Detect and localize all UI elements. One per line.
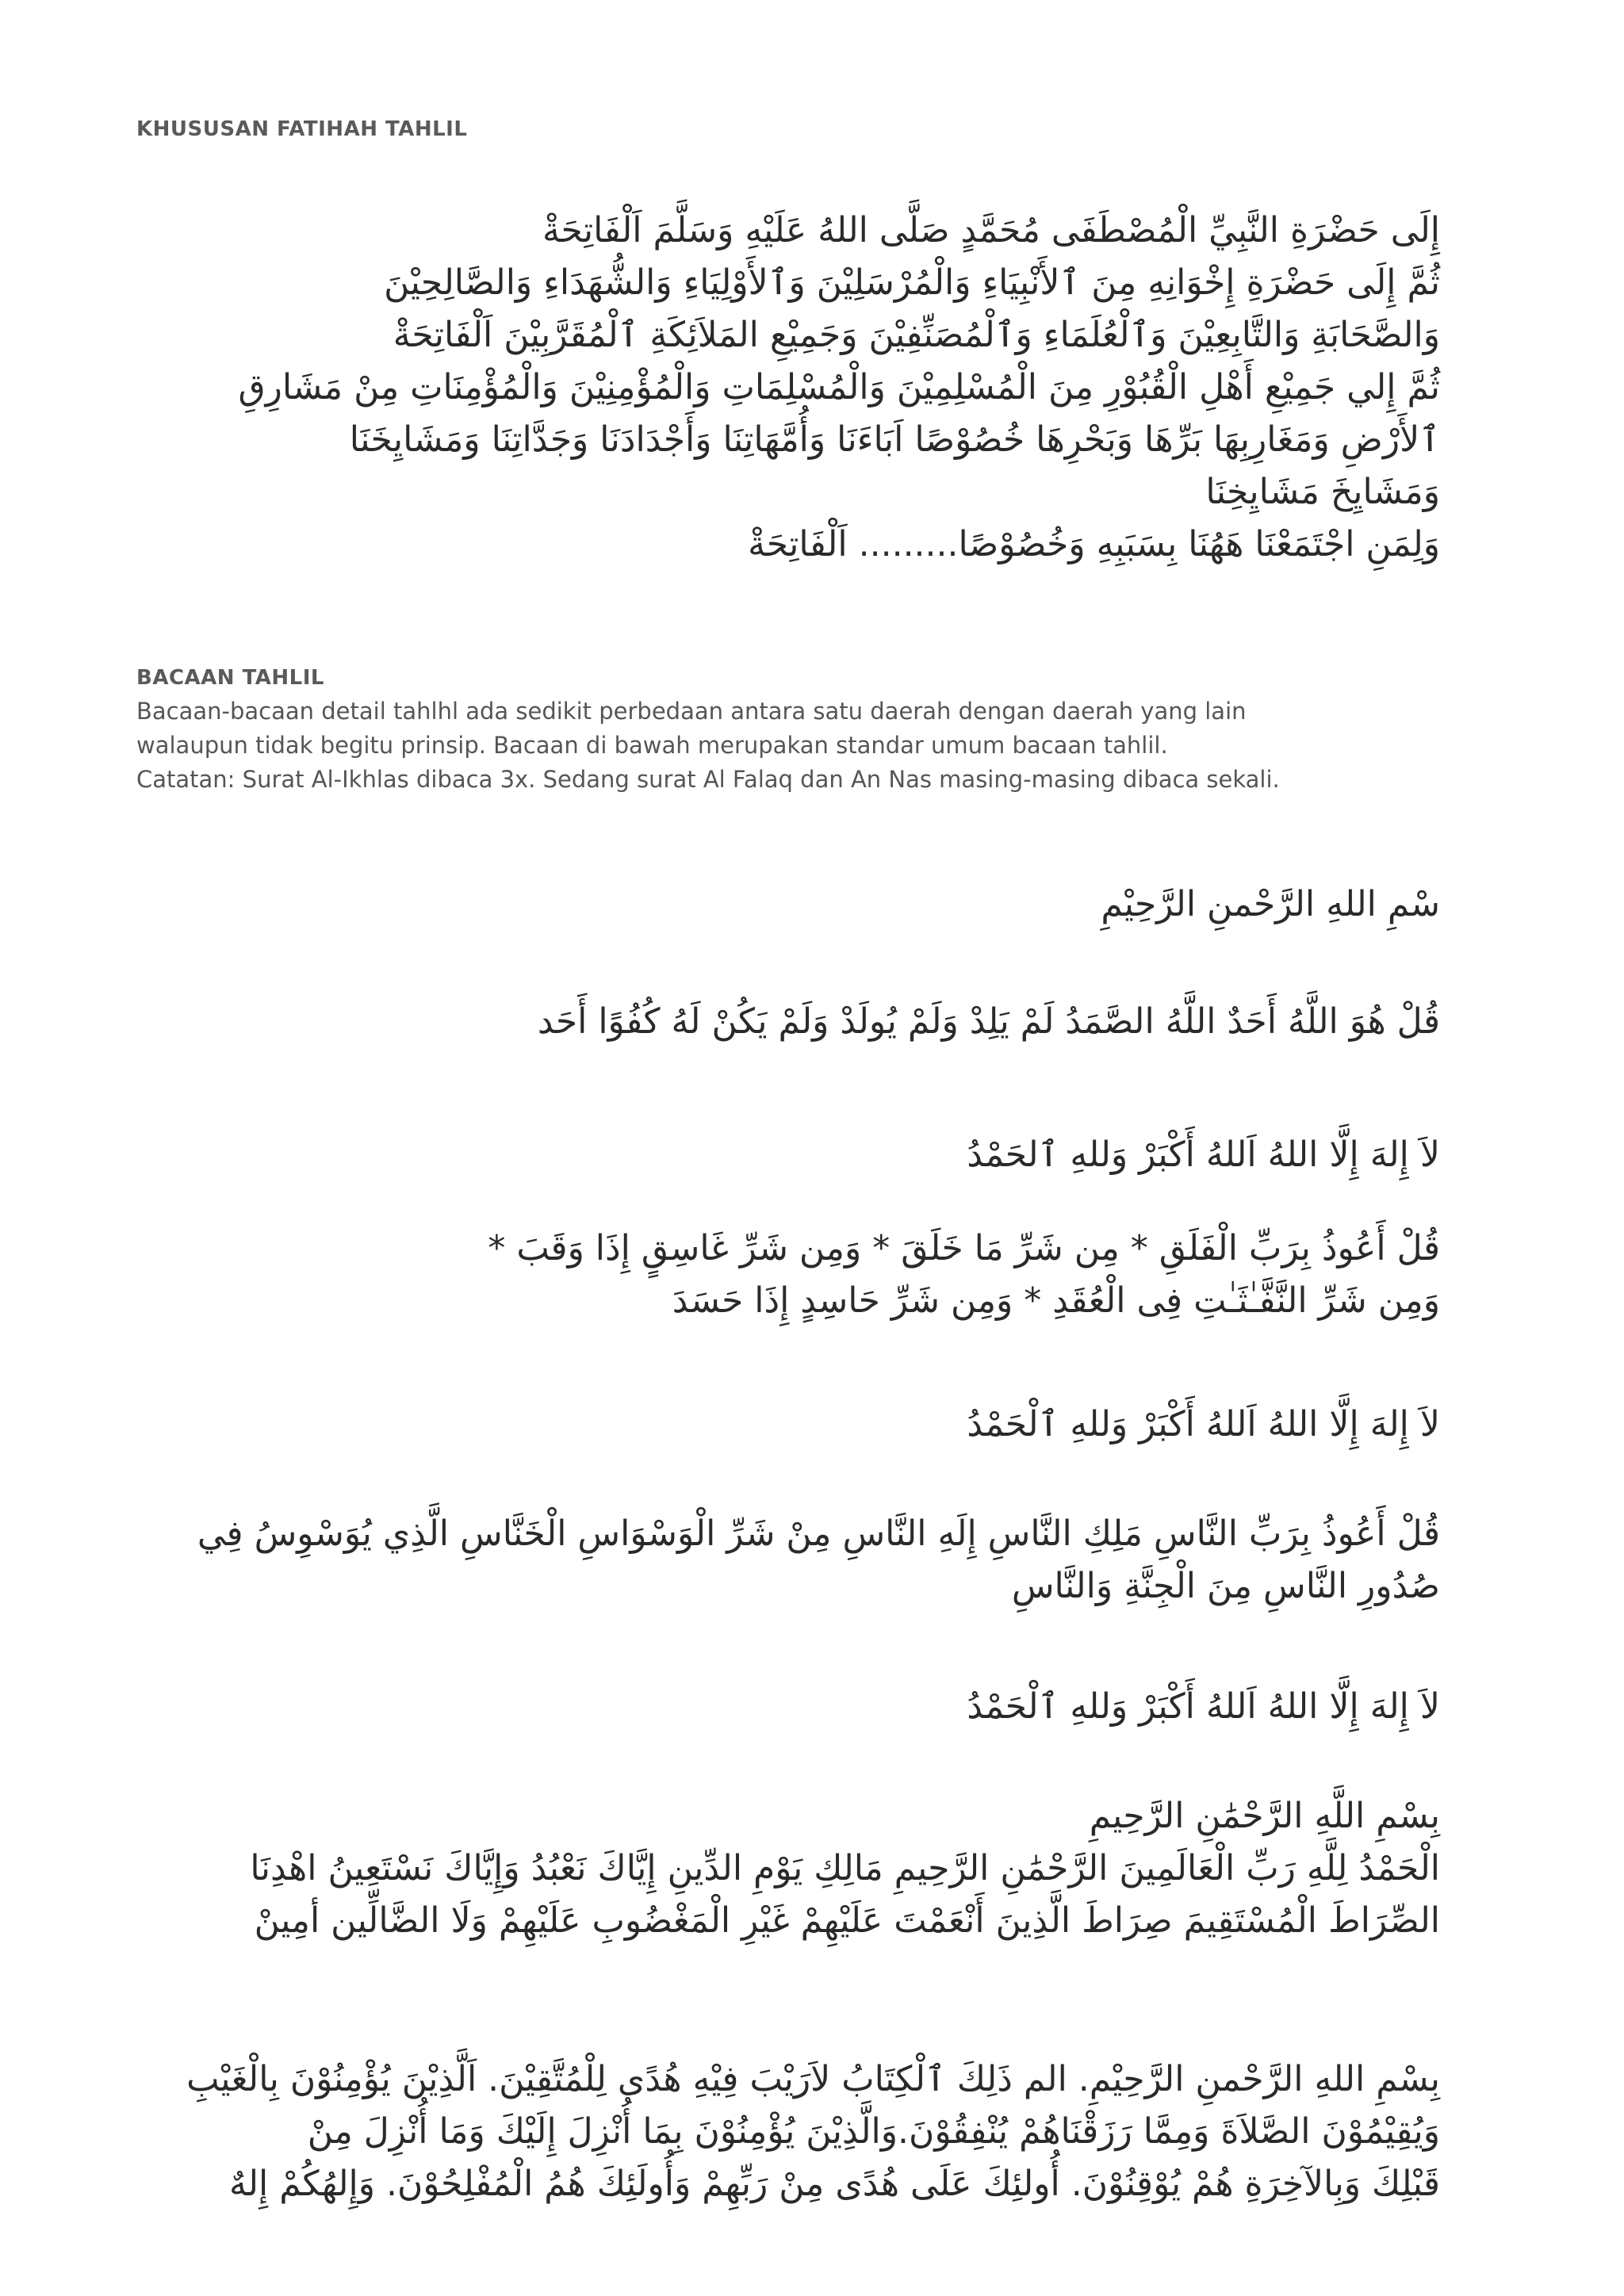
surah-al-ikhlas: قُلْ هُوَ اللَّهُ أَحَدٌ اللَّهُ الصَّمَدُ لَمْ يَلِدْ وَلَمْ يُولَدْ وَلَمْ يَكُنْ لَهُ كُفُوًا أَحَد xyxy=(537,1001,1440,1042)
arabic-line: قُلْ أَعُوذُ بِرَبِّ النَّاسِ مَلِكِ النَّاسِ إِلَهِ النَّاسِ مِنْ شَرِّ الْوَسْوَاسِ الْخَنَّاسِ الَّذِي يُوَسْوِسُ فِي xyxy=(197,1513,1440,1554)
arabic-line: إِلَى حَضْرَةِ النَّبِيِّ الْمُصْطَفَى مُحَمَّدٍ صَلَّى اللهُ عَلَيْهِ وَسَلَّمَ اَلْفَاتِحَةْ xyxy=(542,210,1440,251)
surah-al-baqarah-opening xyxy=(186,2053,1440,2210)
arabic-line: وَمَشَايِخَ مَشَايِخِنَا xyxy=(1205,472,1440,512)
tahlil-phrase: لاَ إِلهَ إِلَّا اللهُ اَللهُ أَكْبَرْ وَللهِ ٱلْحَمْدُ xyxy=(967,1404,1440,1445)
fatihah-dedication-block xyxy=(238,205,1440,571)
basmalah: سْمِ اللهِ الرَّحْمنِ الرَّحِيْمِ xyxy=(1101,884,1440,924)
surah-al-fatihah xyxy=(250,1790,1440,1947)
arabic-line: وَلِمَنِ اجْتَمَعْنَا هَهُنَا بِسَبَبِهِ وَخُصُوْصًا......... اَلْفَاتِحَةْ xyxy=(748,524,1440,564)
arabic-line: بِسْمِ اللَّهِ الرَّحْمَٰنِ الرَّحِيمِ xyxy=(1089,1796,1440,1836)
arabic-line: وَالصَّحَابَةِ وَالتَّابِعِيْنَ وَٱلْعُلَمَاءِ وَٱلْمُصَنِّفِيْنَ وَجَمِيْعِ المَلاَئِكَةِ ٱلْمُقَرَّبِيْنَ اَلْفَاتِحَةْ xyxy=(393,315,1440,355)
arabic-line: وَمِن شَرِّ النَّفَّـٰثَـٰتِ فِى الْعُقَدِ * وَمِن شَرِّ حَاسِدٍ إِذَا حَسَدَ xyxy=(672,1280,1440,1321)
arabic-line: ثُمَّ إِلي جَمِيْعِ أَهْلِ الْقُبُوْرِ مِنَ الْمُسْلِمِيْنَ وَالْمُسْلِمَاتِ وَالْمُؤْمِنِيْنَ وَالْمُؤْمِنَاتِ مِنْ مَشَارِقِ xyxy=(238,367,1440,408)
intro-line: Bacaan-bacaan detail tahlhl ada sedikit perbedaan antara satu daerah dengan daerah yang lain xyxy=(136,698,1247,725)
arabic-line: وَيُقِيْمُوْنَ الصَّلاَةَ وَمِمَّا رَزَقْنَاهُمْ يُنْفِقُوْنَ.وَالَّذِيْنَ يُؤْمِنُوْنَ بِمَا أُنْزِلَ إِلَيْكَ وَمَا أُنْزِلَ مِنْ xyxy=(307,2111,1440,2152)
tahlil-phrase: لاَ إِلهَ إِلَّا اللهُ اَللهُ أَكْبَرْ وَللهِ ٱلحَمْدُ xyxy=(967,1135,1440,1175)
surah-an-nas xyxy=(197,1508,1440,1613)
arabic-line: ثُمَّ إِلَى حَضْرَةِ إِخْوَانِهِ مِنَ ٱلأَنْبِيَاءِ وَالْمُرْسَلِيْنَ وَٱلأَوْلِيَاءِ وَالشُّهَدَاءِ وَالصَّالِحِيْنَ xyxy=(384,262,1440,303)
arabic-line: صُدُورِ النَّاسِ مِنَ الْجِنَّةِ وَالنَّاسِ xyxy=(1011,1566,1440,1606)
arabic-line: ٱلأَرْضِ وَمَغَارِبِهَا بَرِّهَا وَبَحْرِهَا خُصُوْصًا اَبَاءَنَا وَأُمَّهَاتِنَا وَأَجْدَادَنَا وَجَدَّاتِنَا وَمَشَايِخَنَا xyxy=(349,419,1440,460)
arabic-line: قُلْ أَعُوذُ بِرَبِّ الْفَلَقِ * مِن شَرِّ مَا خَلَقَ * وَمِن شَرِّ غَاسِقٍ إِذَا وَقَبَ * xyxy=(488,1228,1440,1269)
intro-line: Catatan: Surat Al-Ikhlas dibaca 3x. Sedang surat Al Falaq dan An Nas masing-masing dibaca sekali. xyxy=(136,766,1280,793)
arabic-line: قَبْلِكَ وَبِالآخِرَةِ هُمْ يُوْقِنُوْنَ. أُولئِكَ عَلَى هُدًى مِنْ رَبِّهِمْ وَأُولَئِكَ هُمُ الْمُفْلِحُوْنَ. وَإِلهُكُمْ إِلهٌ xyxy=(229,2164,1440,2204)
tahlil-intro-paragraph xyxy=(136,695,1484,797)
arabic-line: بِسْمِ اللهِ الرَّحْمنِ الرَّحِيْمِ. الم ذَلِكَ ٱلْكِتَابُ لاَرَيْبَ فِيْهِ هُدًى لِلْمُتَّقِيْنَ. اَلَّذِيْنَ يُؤْمِنُوْنَ بِالْغَيْبِ xyxy=(186,2059,1440,2099)
tahlil-phrase: لاَ إِلهَ إِلَّا اللهُ اَللهُ أَكْبَرْ وَللهِ ٱلْحَمْدُ xyxy=(967,1686,1440,1727)
heading-khususan-fatihah: KHUSUSAN FATIHAH TAHLIL xyxy=(136,117,468,141)
intro-line: walaupun tidak begitu prinsip. Bacaan di bawah merupakan standar umum bacaan tahlil. xyxy=(136,732,1168,759)
surah-al-falaq xyxy=(488,1223,1440,1327)
heading-bacaan-tahlil: BACAAN TAHLIL xyxy=(136,666,324,690)
arabic-line: الْحَمْدُ لِلَّهِ رَبِّ الْعَالَمِينَ الرَّحْمَٰنِ الرَّحِيمِ مَالِكِ يَوْمِ الدِّينِ إِيَّاكَ نَعْبُدُ وَإِيَّاكَ نَسْتَعِينُ اهْدِنَا xyxy=(250,1848,1440,1888)
arabic-line: الصِّرَاطَ الْمُسْتَقِيمَ صِرَاطَ الَّذِينَ أَنْعَمْتَ عَلَيْهِمْ غَيْرِ الْمَغْضُوبِ عَلَيْهِمْ وَلَا الضَّالِّين أمِينْ xyxy=(254,1900,1440,1941)
